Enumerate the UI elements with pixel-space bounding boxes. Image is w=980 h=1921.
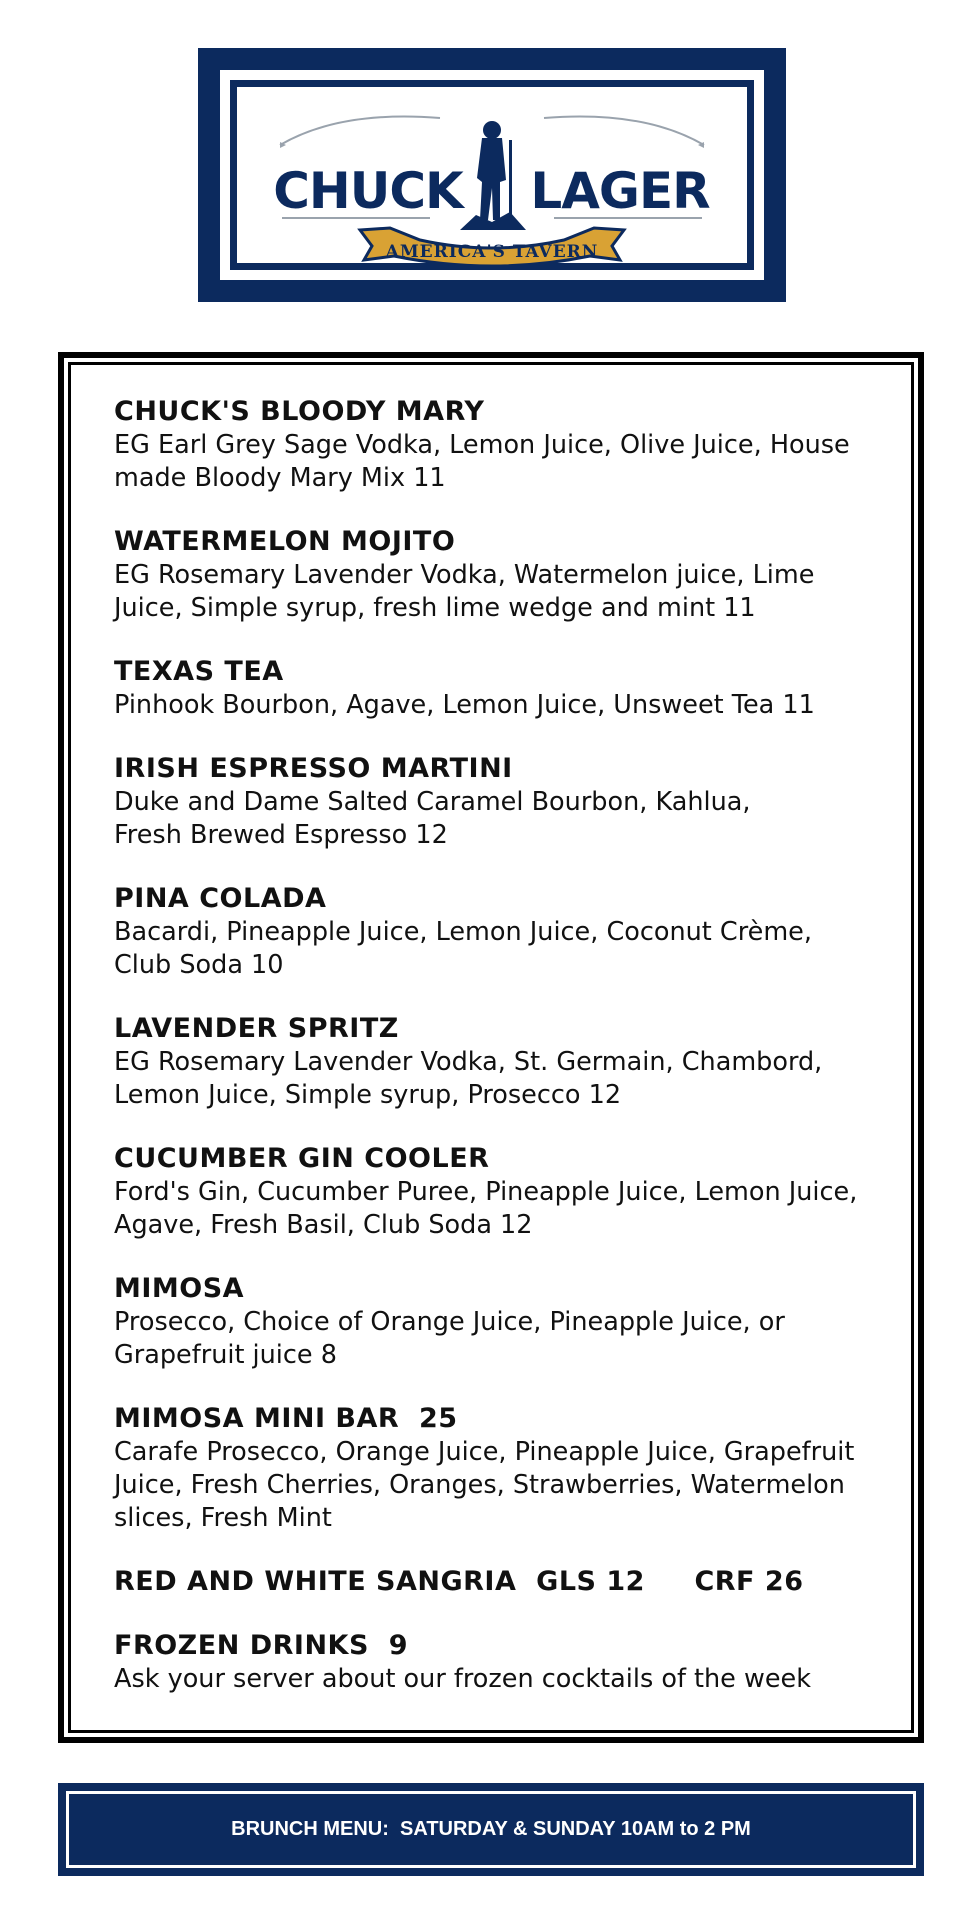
menu-item bbox=[114, 1629, 904, 1696]
item-name: MIMOSA bbox=[114, 1273, 245, 1304]
menu-item bbox=[114, 1142, 904, 1242]
menu-frame bbox=[58, 352, 924, 1743]
item-name: TEXAS TEA bbox=[114, 656, 284, 687]
menu-item bbox=[114, 1272, 904, 1372]
item-name: MIMOSA MINI BAR 25 bbox=[114, 1403, 458, 1434]
item-description: EG Rosemary Lavender Vodka, St. Germain, Chambord, Lemon Juice, Simple syrup, Prosecco 12 bbox=[114, 1047, 823, 1110]
logo-name-right: LAGER bbox=[530, 162, 710, 220]
item-description: Bacardi, Pineapple Juice, Lemon Juice, Coconut Crème, Club Soda 10 bbox=[114, 917, 812, 980]
item-name: RED AND WHITE SANGRIA GLS 12 CRF 26 bbox=[114, 1566, 804, 1597]
menu-item bbox=[114, 655, 904, 722]
menu-item bbox=[114, 1402, 904, 1535]
logo-banner-text: AMERICA'S TAVERN bbox=[385, 242, 599, 262]
arc-right-ornament bbox=[544, 117, 704, 145]
item-description: Carafe Prosecco, Orange Juice, Pineapple Juice, Grapefruit Juice, Fresh Cherries, Oranges, Strawberries, Watermelon slices, Fresh Mint bbox=[114, 1437, 855, 1533]
item-name: CUCUMBER GIN COOLER bbox=[114, 1143, 490, 1174]
chuck-lager-logo bbox=[220, 70, 764, 280]
item-description: Duke and Dame Salted Caramel Bourbon, Kahlua, Fresh Brewed Espresso 12 bbox=[114, 787, 751, 850]
brunch-hours-text: BRUNCH MENU: SATURDAY & SUNDAY 10AM to 2 PM bbox=[231, 1818, 751, 1840]
brunch-hours-banner bbox=[58, 1783, 924, 1876]
menu-item bbox=[114, 395, 904, 495]
item-description: Pinhook Bourbon, Agave, Lemon Juice, Unsweet Tea 11 bbox=[114, 690, 815, 720]
item-name: CHUCK'S BLOODY MARY bbox=[114, 396, 485, 427]
item-description: Prosecco, Choice of Orange Juice, Pineapple Juice, or Grapefruit juice 8 bbox=[114, 1307, 785, 1370]
hiker-figure-icon bbox=[460, 121, 526, 230]
item-description: EG Earl Grey Sage Vodka, Lemon Juice, Olive Juice, House made Bloody Mary Mix 11 bbox=[114, 430, 850, 493]
item-name: PINA COLADA bbox=[114, 883, 327, 914]
item-name: FROZEN DRINKS 9 bbox=[114, 1630, 409, 1661]
logo-frame bbox=[198, 48, 786, 302]
arc-left-ornament bbox=[280, 117, 440, 145]
menu-item bbox=[114, 882, 904, 982]
menu-item bbox=[114, 1565, 904, 1599]
menu-items bbox=[114, 395, 904, 1726]
menu-item bbox=[114, 1012, 904, 1112]
item-name: LAVENDER SPRITZ bbox=[114, 1013, 399, 1044]
logo-name-left: CHUCK bbox=[273, 162, 463, 220]
menu-item bbox=[114, 752, 904, 852]
item-description: EG Rosemary Lavender Vodka, Watermelon juice, Lime Juice, Simple syrup, fresh lime wedge and mint 11 bbox=[114, 560, 815, 623]
item-name: IRISH ESPRESSO MARTINI bbox=[114, 753, 513, 784]
menu-item bbox=[114, 525, 904, 625]
item-description: Ford's Gin, Cucumber Puree, Pineapple Juice, Lemon Juice, Agave, Fresh Basil, Club Soda 12 bbox=[114, 1177, 858, 1240]
item-description: Ask your server about our frozen cocktails of the week bbox=[114, 1664, 811, 1694]
item-name: WATERMELON MOJITO bbox=[114, 526, 456, 557]
